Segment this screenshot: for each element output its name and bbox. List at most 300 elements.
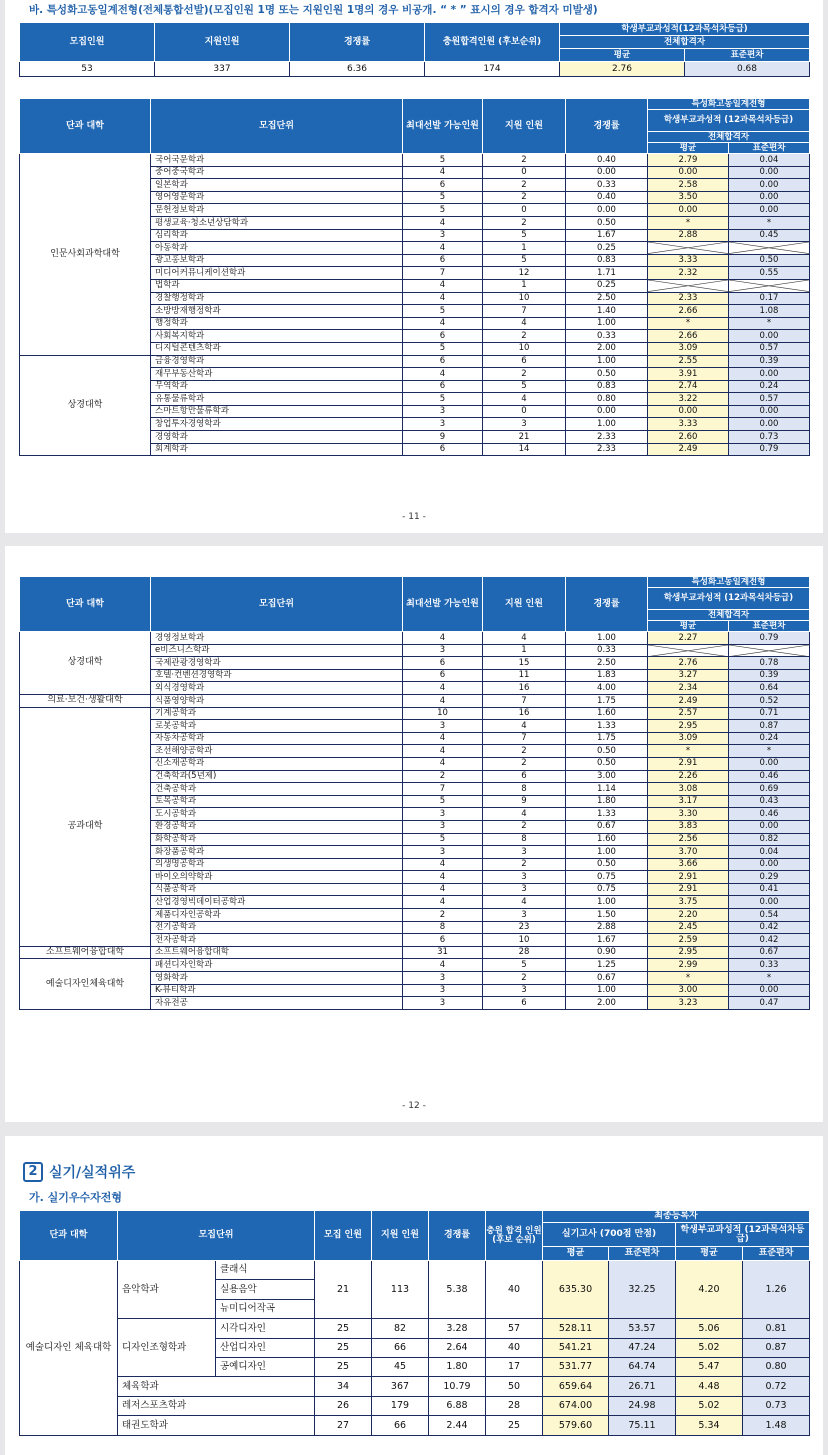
recruit-cell: 27 [315, 1416, 372, 1435]
apply-cell: 1 [483, 242, 566, 255]
std-cell: 0.45 [729, 229, 810, 242]
apply-cell: 4 [483, 632, 566, 645]
max-cell: 3 [403, 808, 483, 821]
apply-cell: 16 [483, 682, 566, 695]
apply-cell: 2 [483, 154, 566, 167]
h-avg: 평균 [676, 1247, 743, 1261]
unit-cell: 미디어커뮤니케이션학과 [151, 267, 403, 280]
summary-h-avg: 평균 [560, 49, 685, 62]
major-cell: 뉴미디어작곡 [216, 1299, 315, 1318]
avg-cell: * [648, 972, 729, 985]
apply-cell: 21 [483, 431, 566, 444]
apply-cell: 3 [483, 883, 566, 896]
avg-cell: 3.83 [648, 820, 729, 833]
practical-results-table [19, 1210, 810, 1436]
dept-cell: 태권도학과 [118, 1416, 315, 1435]
apply-cell: 5 [483, 254, 566, 267]
ratio-cell: 0.25 [566, 242, 648, 255]
ratio-cell: 1.67 [566, 934, 648, 947]
std-cell: 0.33 [729, 959, 810, 972]
apply-cell: 2 [483, 368, 566, 381]
apply-cell: 3 [483, 909, 566, 922]
std-cell: 0.39 [729, 669, 810, 682]
std-cell: 0.00 [729, 757, 810, 770]
std-cell: 0.00 [729, 405, 810, 418]
table-row [20, 959, 810, 972]
table-row [20, 1261, 810, 1280]
std-cell: 0.17 [729, 292, 810, 305]
std-cell: 0.00 [729, 820, 810, 833]
h-apply: 지원 인원 [483, 577, 566, 632]
std-cell: 1.08 [729, 305, 810, 318]
std-cell: 0.79 [729, 632, 810, 645]
h-avg: 평균 [648, 143, 729, 154]
apply-cell: 82 [372, 1319, 429, 1338]
ratio-cell: 0.90 [566, 946, 648, 959]
apply-cell: 0 [483, 166, 566, 179]
unit-cell: 심리학과 [151, 229, 403, 242]
max-cell: 3 [403, 997, 483, 1010]
ratio-cell: 10.79 [429, 1377, 486, 1396]
ratio-cell: 0.75 [566, 871, 648, 884]
h-max: 최대선발 가능인원 [403, 99, 483, 154]
practical-avg-cell: 674.00 [543, 1396, 609, 1415]
avg-cell: 0.00 [648, 405, 729, 418]
additional-cell: 57 [486, 1319, 543, 1338]
section-title: 실기/실적위주 [49, 1165, 136, 1181]
unit-cell: 토목공학과 [151, 795, 403, 808]
std-cell: 0.73 [729, 431, 810, 444]
dept-cell: 레저스포츠학과 [118, 1396, 315, 1415]
recruit-cell: 34 [315, 1377, 372, 1396]
ratio-cell: 0.50 [566, 216, 648, 229]
summary-h-std: 표준편차 [685, 49, 810, 62]
avg-cell: 3.70 [648, 846, 729, 859]
std-cell: 0.87 [729, 720, 810, 733]
apply-cell: 3 [483, 871, 566, 884]
avg-cell: 2.95 [648, 946, 729, 959]
avg-cell: 3.33 [648, 254, 729, 267]
unit-cell: 패션디자인학과 [151, 959, 403, 972]
max-cell: 5 [403, 191, 483, 204]
max-cell: 4 [403, 858, 483, 871]
apply-cell: 2 [483, 757, 566, 770]
undisclosed-cell [729, 644, 810, 657]
apply-cell: 12 [483, 267, 566, 280]
grade-avg-cell: 4.20 [676, 1261, 743, 1319]
avg-cell: 2.60 [648, 431, 729, 444]
apply-cell: 9 [483, 795, 566, 808]
h-grade: 학생부교과성적 (12과목석차등급) [676, 1223, 810, 1247]
apply-cell: 7 [483, 305, 566, 318]
avg-cell: 3.09 [648, 732, 729, 745]
max-cell: 6 [403, 179, 483, 192]
ratio-cell: 4.00 [566, 682, 648, 695]
avg-cell: 3.75 [648, 896, 729, 909]
recruit-cell: 25 [315, 1338, 372, 1357]
ratio-cell: 1.60 [566, 707, 648, 720]
avg-cell: 2.66 [648, 305, 729, 318]
max-cell: 4 [403, 292, 483, 305]
avg-cell: 2.66 [648, 330, 729, 343]
h-grade: 학생부교과성적 (12과목석차등급) [648, 588, 810, 610]
summary-h-additional: 충원합격인원 (후보순위) [425, 23, 560, 62]
summary-additional: 174 [425, 62, 560, 77]
grade-std-cell: 1.48 [743, 1416, 810, 1435]
practical-std-cell: 47.24 [609, 1338, 676, 1357]
max-cell: 4 [403, 368, 483, 381]
cross-mark-icon [729, 280, 809, 292]
avg-cell: 2.55 [648, 355, 729, 368]
avg-cell: 3.08 [648, 783, 729, 796]
max-cell: 2 [403, 909, 483, 922]
summary-applicants: 337 [155, 62, 290, 77]
avg-cell: 2.74 [648, 380, 729, 393]
apply-cell: 179 [372, 1396, 429, 1415]
unit-cell: 디지털콘텐츠학과 [151, 342, 403, 355]
h-std: 표준편차 [743, 1247, 810, 1261]
max-cell: 6 [403, 657, 483, 670]
apply-cell: 2 [483, 330, 566, 343]
unit-cell: 평생교육·청소년상담학과 [151, 216, 403, 229]
unit-cell: 중어중국학과 [151, 166, 403, 179]
grade-std-cell: 1.26 [743, 1261, 810, 1319]
unit-cell: 경영학과 [151, 431, 403, 444]
max-cell: 4 [403, 632, 483, 645]
std-cell: 0.55 [729, 267, 810, 280]
max-cell: 6 [403, 330, 483, 343]
apply-cell: 0 [483, 405, 566, 418]
std-cell: 0.00 [729, 166, 810, 179]
apply-cell: 3 [483, 846, 566, 859]
apply-cell: 28 [483, 946, 566, 959]
grade-avg-cell: 5.34 [676, 1416, 743, 1435]
table-row [20, 154, 810, 167]
std-cell: 0.46 [729, 770, 810, 783]
practical-avg-cell: 541.21 [543, 1338, 609, 1357]
ratio-cell: 1.33 [566, 808, 648, 821]
h-avg: 평균 [543, 1247, 609, 1261]
practical-avg-cell: 579.60 [543, 1416, 609, 1435]
std-cell: * [729, 317, 810, 330]
unit-cell: 호텔·컨벤션경영학과 [151, 669, 403, 682]
table-row [20, 632, 810, 645]
max-cell: 6 [403, 443, 483, 456]
std-cell: 0.57 [729, 342, 810, 355]
avg-cell: 2.33 [648, 292, 729, 305]
unit-cell: 금융경영학과 [151, 355, 403, 368]
additional-cell: 17 [486, 1357, 543, 1376]
apply-cell: 1 [483, 644, 566, 657]
h-recruit: 모집 인원 [315, 1211, 372, 1261]
h-ratio: 경쟁률 [566, 99, 648, 154]
max-cell: 4 [403, 732, 483, 745]
h-apply: 지원 인원 [483, 99, 566, 154]
std-cell: 0.42 [729, 934, 810, 947]
avg-cell: 0.00 [648, 166, 729, 179]
ratio-cell: 0.83 [566, 380, 648, 393]
std-cell: * [729, 216, 810, 229]
max-cell: 5 [403, 204, 483, 217]
max-cell: 4 [403, 682, 483, 695]
std-cell: 0.29 [729, 871, 810, 884]
apply-cell: 2 [483, 858, 566, 871]
ratio-cell: 0.67 [566, 820, 648, 833]
summary-recruit: 53 [20, 62, 155, 77]
max-cell: 8 [403, 921, 483, 934]
ratio-cell: 2.64 [429, 1338, 486, 1357]
std-cell: 0.00 [729, 368, 810, 381]
ratio-cell: 0.40 [566, 191, 648, 204]
apply-cell: 2 [483, 820, 566, 833]
h-grade: 학생부교과성적 (12과목석차등급) [648, 110, 810, 132]
unit-cell: 재무부동산학과 [151, 368, 403, 381]
ratio-cell: 0.80 [566, 393, 648, 406]
h-final: 최종등록자 [543, 1211, 810, 1223]
unit-cell: 건축공학과 [151, 783, 403, 796]
unit-cell: 식품공학과 [151, 883, 403, 896]
avg-cell: 2.56 [648, 833, 729, 846]
apply-cell: 7 [483, 732, 566, 745]
college-cell: 상경대학 [20, 632, 151, 695]
avg-cell: 2.59 [648, 934, 729, 947]
apply-cell: 8 [483, 833, 566, 846]
apply-cell: 3 [483, 984, 566, 997]
max-cell: 4 [403, 694, 483, 707]
ratio-cell: 2.33 [566, 431, 648, 444]
additional-cell: 40 [486, 1261, 543, 1319]
apply-cell: 4 [483, 393, 566, 406]
ratio-cell: 1.00 [566, 896, 648, 909]
table-row [20, 1416, 810, 1435]
apply-cell: 367 [372, 1377, 429, 1396]
std-cell: 0.69 [729, 783, 810, 796]
std-cell: 0.71 [729, 707, 810, 720]
avg-cell: 2.99 [648, 959, 729, 972]
ratio-cell: 3.00 [566, 770, 648, 783]
h-all: 전체합격자 [648, 610, 810, 621]
std-cell: 0.24 [729, 380, 810, 393]
recruit-cell: 25 [315, 1357, 372, 1376]
grade-avg-cell: 5.47 [676, 1357, 743, 1376]
practical-avg-cell: 528.11 [543, 1319, 609, 1338]
avg-cell: 3.66 [648, 858, 729, 871]
max-cell: 7 [403, 267, 483, 280]
unit-cell: 기계공학과 [151, 707, 403, 720]
ratio-cell: 1.80 [429, 1357, 486, 1376]
summary-ratio: 6.36 [290, 62, 425, 77]
summary-h-recruit: 모집인원 [20, 23, 155, 62]
practical-std-cell: 26.71 [609, 1377, 676, 1396]
avg-cell: 3.17 [648, 795, 729, 808]
max-cell: 3 [403, 229, 483, 242]
college-cell: 예술디자인 체육대학 [20, 1261, 118, 1436]
std-cell: 0.39 [729, 355, 810, 368]
page-number: - 11 - [402, 512, 426, 522]
table-row [20, 707, 810, 720]
practical-std-cell: 64.74 [609, 1357, 676, 1376]
unit-cell: 국제관광경영학과 [151, 657, 403, 670]
ratio-cell: 6.88 [429, 1396, 486, 1415]
table-row [20, 694, 810, 707]
apply-cell: 66 [372, 1416, 429, 1435]
ratio-cell: 2.50 [566, 292, 648, 305]
college-cell: 상경대학 [20, 355, 151, 456]
max-cell: 4 [403, 317, 483, 330]
unit-cell: 의생명공학과 [151, 858, 403, 871]
ratio-cell: 2.00 [566, 342, 648, 355]
ratio-cell: 0.25 [566, 279, 648, 292]
unit-cell: 건축학과(5년제) [151, 770, 403, 783]
page-11 [5, 0, 823, 533]
max-cell: 4 [403, 279, 483, 292]
apply-cell: 2 [483, 216, 566, 229]
unit-cell: 법학과 [151, 279, 403, 292]
std-cell: 0.82 [729, 833, 810, 846]
h-std: 표준편차 [729, 143, 810, 154]
ratio-cell: 1.71 [566, 267, 648, 280]
ratio-cell: 0.33 [566, 330, 648, 343]
grade-avg-cell: 5.06 [676, 1319, 743, 1338]
practical-std-cell: 75.11 [609, 1416, 676, 1435]
summary-h-all: 전체합격자 [560, 36, 810, 49]
apply-cell: 5 [483, 380, 566, 393]
grade-std-cell: 0.73 [743, 1396, 810, 1415]
major-cell: 실용음악 [216, 1280, 315, 1299]
apply-cell: 5 [483, 229, 566, 242]
ratio-cell: 1.75 [566, 732, 648, 745]
undisclosed-cell [648, 644, 729, 657]
max-cell: 4 [403, 959, 483, 972]
practical-avg-cell: 635.30 [543, 1261, 609, 1319]
unit-cell: 식품영양학과 [151, 694, 403, 707]
ratio-cell: 5.38 [429, 1261, 486, 1319]
ratio-cell: 0.50 [566, 757, 648, 770]
avg-cell: 2.34 [648, 682, 729, 695]
unit-cell: 국어국문학과 [151, 154, 403, 167]
ratio-cell: 0.50 [566, 858, 648, 871]
max-cell: 3 [403, 418, 483, 431]
avg-cell: 2.91 [648, 883, 729, 896]
std-cell: 0.47 [729, 997, 810, 1010]
h-unit: 모집단위 [151, 99, 403, 154]
avg-cell: 2.79 [648, 154, 729, 167]
max-cell: 3 [403, 972, 483, 985]
h-max: 최대선발 가능인원 [403, 577, 483, 632]
apply-cell: 1 [483, 279, 566, 292]
avg-cell: 2.91 [648, 871, 729, 884]
ratio-cell: 2.33 [566, 443, 648, 456]
additional-cell: 50 [486, 1377, 543, 1396]
max-cell: 6 [403, 355, 483, 368]
ratio-cell: 1.00 [566, 984, 648, 997]
h-track: 특성화고동일계전형 [648, 99, 810, 110]
practical-std-cell: 53.57 [609, 1319, 676, 1338]
avg-cell: 2.76 [648, 657, 729, 670]
max-cell: 3 [403, 984, 483, 997]
ratio-cell: 1.00 [566, 632, 648, 645]
std-cell: 0.00 [729, 984, 810, 997]
avg-cell: 3.23 [648, 997, 729, 1010]
grade-avg-cell: 5.02 [676, 1338, 743, 1357]
apply-cell: 7 [483, 694, 566, 707]
ratio-cell: 1.40 [566, 305, 648, 318]
additional-cell: 28 [486, 1396, 543, 1415]
ratio-cell: 1.60 [566, 833, 648, 846]
avg-cell: 3.50 [648, 191, 729, 204]
unit-cell: 전자공학과 [151, 934, 403, 947]
unit-cell: 화장품공학과 [151, 846, 403, 859]
results-table-1 [19, 98, 810, 456]
grade-std-cell: 0.72 [743, 1377, 810, 1396]
max-cell: 6 [403, 380, 483, 393]
std-cell: 0.79 [729, 443, 810, 456]
apply-cell: 6 [483, 355, 566, 368]
section-number-icon: 2 [23, 1162, 43, 1182]
cross-mark-icon [648, 280, 728, 292]
section-header: 바. 특성화고동일계전형(전체통합선발)(모집인원 1명 또는 지원인원 1명의 경우 비공개. “ * ” 표시의 경우 합격자 미발생) [29, 4, 598, 16]
apply-cell: 3 [483, 418, 566, 431]
unit-cell: 신소재공학과 [151, 757, 403, 770]
avg-cell: 2.95 [648, 720, 729, 733]
avg-cell: 2.57 [648, 707, 729, 720]
ratio-cell: 1.80 [566, 795, 648, 808]
ratio-cell: 1.00 [566, 418, 648, 431]
practical-avg-cell: 659.64 [543, 1377, 609, 1396]
avg-cell: 2.49 [648, 694, 729, 707]
unit-cell: 영어영문학과 [151, 191, 403, 204]
h-track: 특성화고동일계전형 [648, 577, 810, 588]
ratio-cell: 1.14 [566, 783, 648, 796]
std-cell: 0.00 [729, 179, 810, 192]
ratio-cell: 2.50 [566, 657, 648, 670]
major-cell: 공예디자인 [216, 1357, 315, 1376]
ratio-cell: 0.00 [566, 405, 648, 418]
recruit-cell: 25 [315, 1319, 372, 1338]
max-cell: 31 [403, 946, 483, 959]
summary-h-applicants: 지원인원 [155, 23, 290, 62]
ratio-cell: 0.00 [566, 204, 648, 217]
cross-mark-icon [648, 242, 728, 254]
max-cell: 6 [403, 669, 483, 682]
std-cell: 0.57 [729, 393, 810, 406]
avg-cell: 3.91 [648, 368, 729, 381]
avg-cell: 3.00 [648, 984, 729, 997]
section-heading [23, 1162, 135, 1182]
max-cell: 5 [403, 833, 483, 846]
h-unit: 모집단위 [151, 577, 403, 632]
unit-cell: K-뷰티학과 [151, 984, 403, 997]
avg-cell: 2.20 [648, 909, 729, 922]
table-row [20, 946, 810, 959]
h-additional: 충원 합격 인원 (후보 순위) [486, 1211, 543, 1261]
unit-cell: 소방방재행정학과 [151, 305, 403, 318]
h-all: 전체합격자 [648, 132, 810, 143]
summary-avg: 2.76 [560, 62, 685, 77]
max-cell: 3 [403, 720, 483, 733]
std-cell: 0.00 [729, 330, 810, 343]
avg-cell: 3.30 [648, 808, 729, 821]
max-cell: 5 [403, 393, 483, 406]
std-cell: * [729, 972, 810, 985]
max-cell: 4 [403, 757, 483, 770]
grade-std-cell: 0.87 [743, 1338, 810, 1357]
avg-cell: 2.88 [648, 229, 729, 242]
avg-cell: 2.58 [648, 179, 729, 192]
std-cell: 0.64 [729, 682, 810, 695]
practical-avg-cell: 531.77 [543, 1357, 609, 1376]
apply-cell: 4 [483, 808, 566, 821]
